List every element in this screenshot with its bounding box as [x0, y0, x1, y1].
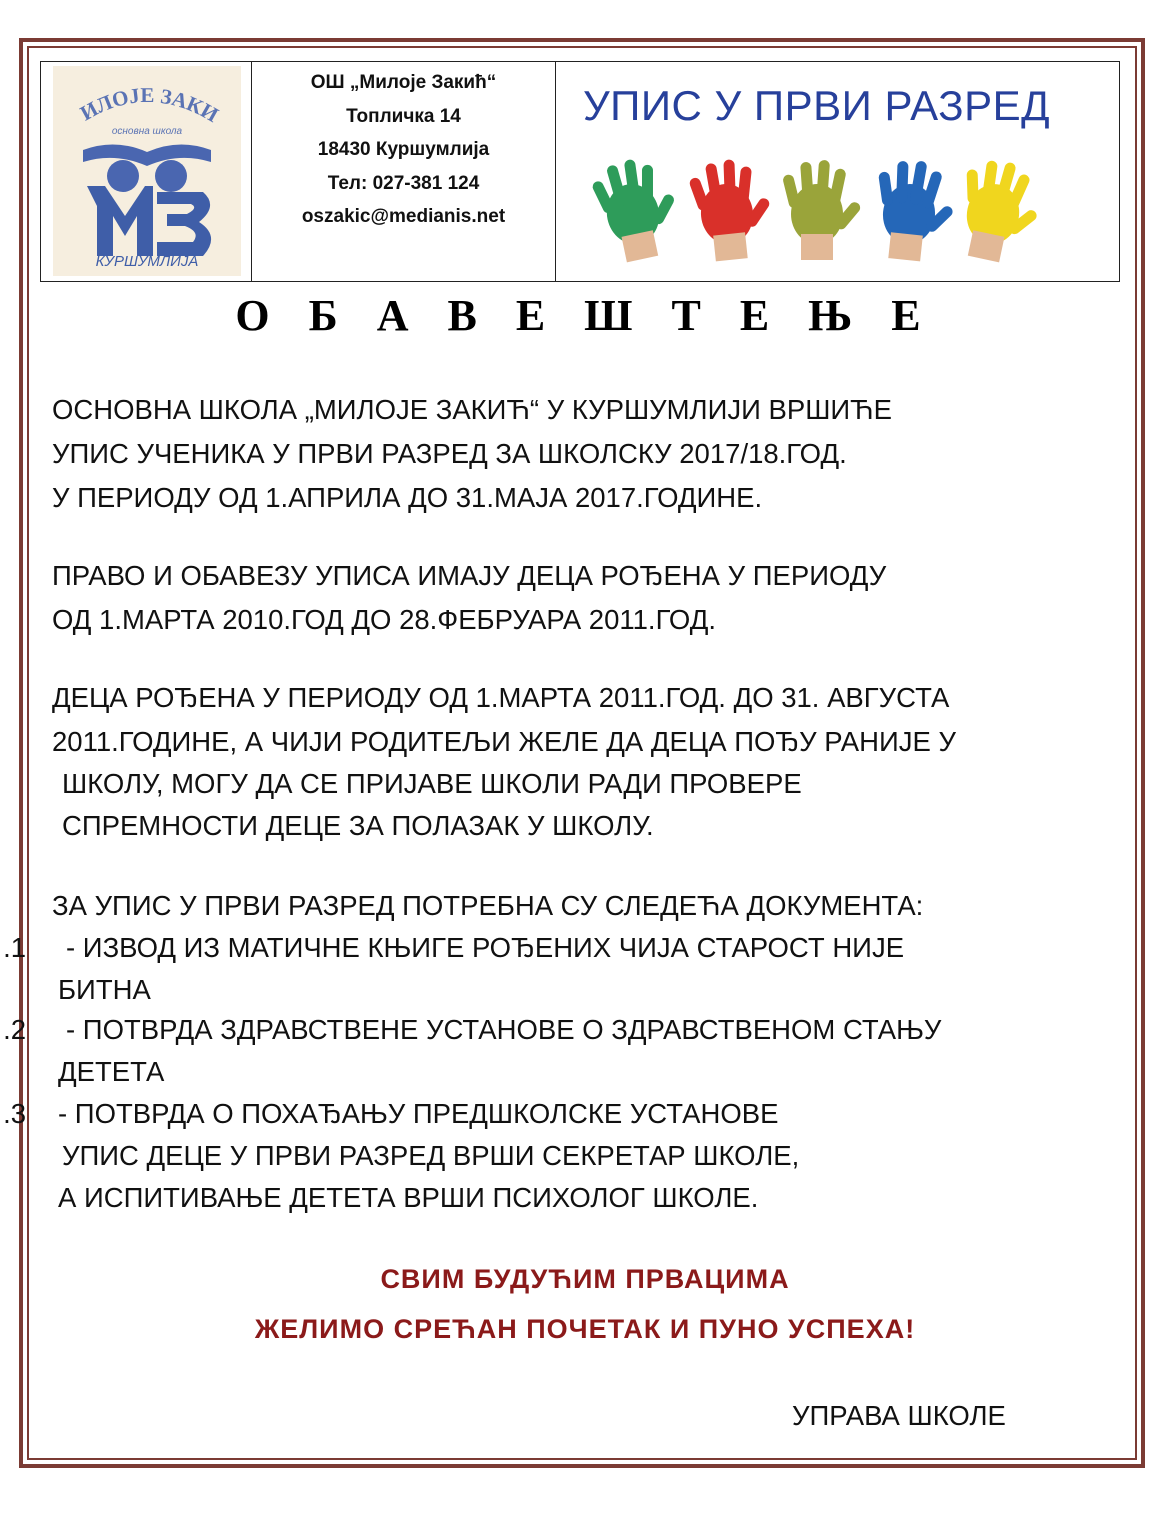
painted-hand-2 [686, 155, 776, 263]
signature: УПРАВА ШКОЛЕ [792, 1400, 1006, 1431]
paragraph-2-line-2: ОД 1.МАРТА 2010.ГОД ДО 28.ФЕБРУАРА 2011.ГОД. [52, 604, 716, 635]
school-logo [53, 66, 241, 276]
header-table [40, 61, 1120, 282]
document-2-line-2: ДЕТЕТА [58, 1056, 165, 1087]
svg-text:МИЛОЈЕ ЗАКИЋ: ИЛОЈЕ ЗАКИ [76, 82, 223, 128]
paragraph-1-line-3: У ПЕРИОДУ ОД 1.АПРИЛА ДО 31.МАЈА 2017.ГОДИНЕ. [52, 482, 763, 513]
document-marker-3: 3. [3, 1098, 26, 1129]
school-phone: Тел: 027-381 124 [327, 172, 480, 194]
school-logo-emblem [53, 66, 241, 276]
painted-hand-4 [869, 156, 959, 264]
paragraph-2-line-1: ПРАВО И ОБАВЕЗУ УПИСА ИМАЈУ ДЕЦА РОЂЕНА У ПЕРИОДУ [52, 560, 887, 591]
document-1-line-2: БИТНА [58, 974, 151, 1005]
paragraph-3-line-2: 2011.ГОДИНЕ, А ЧИЈИ РОДИТЕЉИ ЖЕЛЕ ДА ДЕЦА ПОЂУ РАНИЈЕ У [52, 726, 956, 757]
painted-hand-5 [949, 154, 1049, 269]
painted-hand-3 [782, 160, 862, 260]
paragraph-5-line-1: УПИС ДЕЦЕ У ПРВИ РАЗРЕД ВРШИ СЕКРЕТАР ШКОЛЕ, [62, 1140, 800, 1171]
paragraph-5-line-2: А ИСПИТИВАЊЕ ДЕТЕТА ВРШИ ПСИХОЛОГ ШКОЛЕ. [58, 1182, 759, 1213]
paragraph-3-line-1: ДЕЦА РОЂЕНА У ПЕРИОДУ ОД 1.МАРТА 2011.ГОД. ДО 31. АВГУСТА [52, 682, 950, 713]
paragraph-1-line-2: УПИС УЧЕНИКА У ПРВИ РАЗРЕД ЗА ШКОЛСКУ 2017/18.ГОД. [52, 438, 847, 469]
documents-intro: ЗА УПИС У ПРВИ РАЗРЕД ПОТРЕБНА СУ СЛЕДЕЋА ДОКУМЕНТА: [52, 890, 924, 921]
closing-line-1: СВИМ БУДУЋИМ ПРВАЦИМА [380, 1264, 790, 1294]
svg-text:основна школа: основна школа [111, 126, 183, 137]
school-email: oszakic@medianis.net [301, 206, 506, 227]
document-2-line-1: - ПОТВРДА ЗДРАВСТВЕНЕ УСТАНОВЕ О ЗДРАВСТВЕНОМ СТАЊУ [66, 1014, 942, 1045]
enrollment-banner [565, 64, 1051, 259]
school-name: ОШ „Милоје Закић“ [310, 72, 497, 93]
document-1-line-1: - ИЗВОД ИЗ МАТИЧНЕ КЊИГЕ РОЂЕНИХ ЧИЈА СТАРОСТ НИЈЕ [66, 932, 905, 963]
school-city: 18430 Куршумлија [317, 139, 490, 160]
document-marker-2: 2. [3, 1014, 26, 1045]
paragraph-1-line-1: ОСНОВНА ШКОЛА „МИЛОЈЕ ЗАКИЋ“ У КУРШУМЛИЈИ ВРШИЋЕ [52, 394, 893, 425]
paragraph-3-line-4: СПРЕМНОСТИ ДЕЦЕ ЗА ПОЛАЗАК У ШКОЛУ. [62, 810, 654, 841]
svg-text:КУРШУМЛИЈА: КУРШУМЛИЈА [95, 253, 199, 270]
painted-hand-1 [587, 152, 687, 267]
logo-cell [41, 62, 252, 281]
address-cell [252, 62, 556, 281]
closing-line-2: ЖЕЛИМО СРЕЋАН ПОЧЕТАК И ПУНО УСПЕХА! [254, 1314, 916, 1344]
school-street: Топличка 14 [346, 105, 461, 127]
banner-title: УПИС У ПРВИ РАЗРЕД [583, 82, 1051, 129]
banner-cell [556, 62, 1119, 281]
notice-title: О Б А В Е Ш Т Е Њ Е [235, 291, 935, 340]
document-3-line-1: - ПОТВРДА О ПОХАЂАЊУ ПРЕДШКОЛСКЕ УСТАНОВЕ [58, 1098, 779, 1129]
document-marker-1: 1. [3, 932, 26, 963]
painted-hands-image [565, 64, 1031, 259]
paragraph-3-line-3: ШКОЛУ, МОГУ ДА СЕ ПРИЈАВЕ ШКОЛИ РАДИ ПРОВЕРЕ [62, 768, 802, 799]
